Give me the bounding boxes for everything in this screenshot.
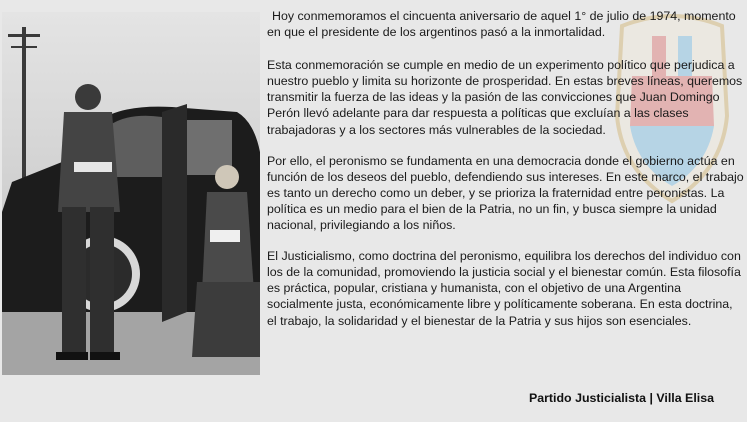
paragraph-intro: Hoy conmemoramos el cincuenta aniversario de aquel 1° de julio de 1974, momento en que el presidente de los argentinos pasó a la inmortalidad. xyxy=(267,9,736,40)
signature: Partido Justicialista | Villa Elisa xyxy=(528,391,714,405)
commemoration-text xyxy=(267,8,745,344)
historic-photo xyxy=(2,12,260,375)
photo-illustration xyxy=(2,12,260,375)
paragraph-justicialismo: El Justicialismo, como doctrina del peronismo, equilibra los derechos del individuo con los de la comunidad, promoviendo la justicia social y el bienestar común. Esta filosofía es práctica, popular, cristiana y humanista, con el objetivo de una Argentina socialmente justa, económicamente libre y políticamente soberana. En esta doctrina, el trabajo, la solidaridad y el bienestar de la Patria y sus hijos son esenciales. xyxy=(267,249,741,328)
paragraph-peronism: Por ello, el peronismo se fundamenta en una democracia donde el gobierno actúa en función de los deseos del pueblo, defendiendo sus intereses. En este marco, el trabajo es tanto un derecho como un deber, y se prioriza la fraternidad entre peronistas. La política es un medio para el bien de la Patria, no un fin, y busca siempre la unidad nacional, privilegiando a los niños. xyxy=(267,153,744,233)
paragraph-context: Esta conmemoración se cumple en medio de un experimento político que perjudica a nuestro pueblo y limita su horizonte de prosperidad. En estas breves líneas, queremos transmitir la fuerza de las ideas y la pasión de las convicciones que Juan Domingo Perón llevó adelante para dar respuesta a políticas que excluían a las clases trabajadoras y a los sectores más vulnerables de la sociedad. xyxy=(267,58,743,137)
